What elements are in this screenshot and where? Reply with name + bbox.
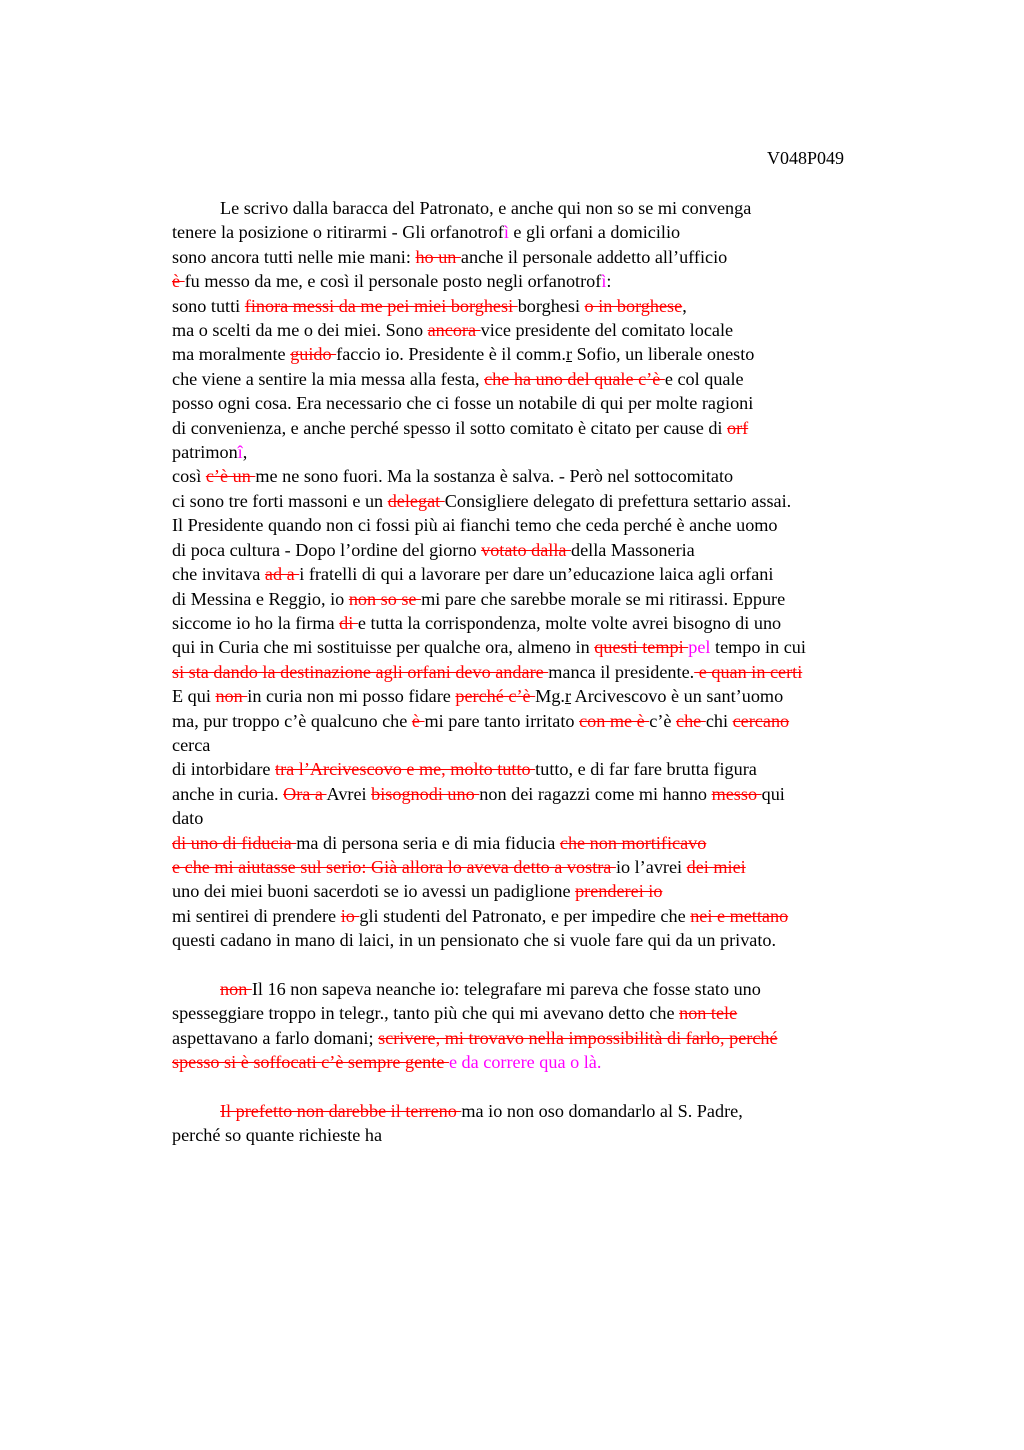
text-run: tenere la posizione o ritirarmi - Gli orfanotrof — [172, 222, 504, 243]
text-line — [172, 464, 912, 488]
text-run: chi — [705, 710, 733, 731]
text-line — [172, 831, 912, 855]
text-run: Mg. — [535, 686, 565, 707]
text-run: Il Presidente quando non ci fossi più ai fianchi temo che ceda perché è anche uomo — [172, 515, 778, 536]
text-run: E qui — [172, 686, 216, 707]
text-line — [172, 416, 912, 440]
text-line — [172, 220, 912, 244]
text-run: ma di persona seria e di mia fiducia — [296, 832, 560, 853]
text-run: c’è — [649, 710, 677, 731]
text-run: ma, pur troppo c’è qualcuno che — [172, 710, 412, 731]
text-run: gli studenti del Patronato, e per impedire che — [359, 905, 691, 926]
text-line — [172, 391, 912, 415]
deleted-text: ho un — [415, 246, 461, 267]
text-line — [172, 440, 912, 464]
text-line — [172, 587, 912, 611]
inserted-text: e da correre qua o là. — [448, 1052, 602, 1073]
text-run: della Massoneria — [571, 539, 695, 560]
text-line — [172, 1099, 912, 1123]
text-line — [172, 342, 912, 366]
deleted-text: finora messi da me pei miei borghesi — [244, 295, 518, 316]
text-run: dato — [172, 808, 204, 829]
text-run: sono tutti — [172, 295, 245, 316]
text-run: di convenienza, e anche perché spesso il sotto comitato è citato per cause di — [172, 417, 728, 438]
text-line — [172, 245, 912, 269]
text-run: Avrei — [326, 783, 372, 804]
text-run: cerca — [172, 734, 211, 755]
text-run: patrimon — [172, 442, 238, 463]
text-line — [172, 635, 912, 659]
deleted-text: questi tempi — [594, 637, 689, 658]
text-run: manca il presidente. — [548, 661, 695, 682]
text-run: uno dei miei buoni sacerdoti se io avessi un padiglione — [172, 881, 576, 902]
text-run: tempo in cui — [710, 637, 806, 658]
underlined-text: r — [565, 344, 573, 365]
text-run: perché so quante richieste ha — [172, 1125, 383, 1146]
text-line — [172, 879, 912, 903]
text-run: questi cadano in mano di laici, in un pensionato che si vuole fare qui da un privato. — [172, 930, 777, 951]
text-line — [172, 1026, 912, 1050]
deleted-text: bisognodi uno — [371, 783, 480, 804]
paragraph — [172, 1099, 912, 1148]
text-line — [172, 928, 912, 952]
text-run: di Messina e Reggio, io — [172, 588, 349, 609]
text-run: aspettavano a farlo domani; — [172, 1027, 379, 1048]
deleted-text: non tele — [679, 1003, 738, 1024]
deleted-text: orf — [727, 417, 749, 438]
text-line — [172, 904, 912, 928]
text-run: Il 16 non sapeva neanche io: telegrafare mi pareva che fosse stato uno — [251, 978, 761, 999]
deleted-text: scrivere, mi trovavo nella impossibilità di farlo, perché — [378, 1027, 778, 1048]
text-run: ci sono tre forti massoni e un — [172, 490, 388, 511]
text-run: tutto, e di far fare brutta figura — [535, 759, 757, 780]
text-run: , — [682, 295, 687, 316]
text-run: anche il personale addetto all’ufficio — [460, 246, 728, 267]
text-run: mi pare tanto irritato — [424, 710, 580, 731]
deleted-text: e quan in certi — [694, 661, 803, 682]
deleted-text: votato dalla — [481, 539, 572, 560]
deleted-text: di — [339, 612, 358, 633]
deleted-text: non — [220, 978, 252, 999]
deleted-text: Il prefetto non darebbe il terreno — [220, 1101, 462, 1121]
deleted-text: che ha uno del quale c’è — [484, 368, 665, 389]
deleted-text: non so se — [348, 588, 422, 609]
deleted-text: che non mortificavo — [559, 832, 707, 853]
text-run: Arcivescovo è un sant’uomo — [571, 686, 784, 707]
text-run: qui in Curia che mi sostituisse per qualche ora, almeno in — [172, 637, 595, 658]
text-run: non dei ragazzi come mi hanno — [479, 783, 712, 804]
text-line — [172, 318, 912, 342]
text-line — [172, 757, 912, 781]
page-id: V048P049 — [766, 148, 844, 168]
text-line — [172, 269, 912, 293]
text-run: i fratelli di qui a lavorare per dare un’educazione laica agli orfani — [299, 564, 774, 585]
text-run: così — [172, 466, 206, 487]
text-run: borghesi — [517, 295, 585, 316]
deleted-text: dei miei — [686, 856, 746, 877]
text-line — [172, 562, 912, 586]
text-line — [172, 367, 912, 391]
inserted-text: î — [237, 442, 243, 463]
text-run: Le scrivo dalla baracca del Patronato, e anche qui non so se mi convenga — [220, 198, 752, 218]
text-run: che viene a sentire la mia messa alla festa, — [172, 368, 485, 389]
text-line — [172, 660, 912, 684]
text-line — [172, 538, 912, 562]
text-run: fu messo da me, e così il personale posto negli orfanotrof — [184, 271, 602, 292]
deleted-text: si sta dando la destinazione agli orfani devo andare — [172, 661, 549, 682]
text-line — [172, 1001, 912, 1025]
deleted-text: Ora a — [283, 783, 327, 804]
deleted-text: è — [411, 710, 425, 731]
deleted-text: ad a — [264, 564, 300, 585]
text-run: di intorbidare — [172, 759, 276, 780]
document-body — [172, 196, 912, 1148]
text-run: , — [242, 442, 248, 463]
text-run: che invitava — [172, 564, 265, 585]
text-run: faccio io. Presidente è il comm. — [336, 344, 566, 365]
text-run: in curia non mi posso fidare — [247, 686, 456, 707]
text-run: ma io non oso domandarlo al S. Padre, — [461, 1101, 743, 1121]
deleted-text: perché c’è — [455, 686, 536, 707]
deleted-text: messo — [711, 783, 762, 804]
paragraph — [172, 196, 912, 953]
text-line — [172, 294, 912, 318]
deleted-text: io — [340, 905, 360, 926]
deleted-text: ancora — [427, 320, 481, 341]
text-run: ma o scelti da me o dei miei. Sono — [172, 320, 428, 341]
paragraph-gap — [172, 1075, 912, 1099]
deleted-text: è — [172, 271, 185, 292]
text-run: sono ancora tutti nelle mie mani: — [172, 246, 416, 267]
text-line — [172, 196, 912, 220]
deleted-text: di uno di fiducia — [172, 832, 297, 853]
deleted-text: con me è — [579, 710, 650, 731]
text-run: e tutta la corrispondenza, molte volte avrei bisogno di uno — [357, 612, 782, 633]
text-line — [172, 1050, 912, 1074]
inserted-text: ì — [503, 222, 509, 243]
text-run: mi pare che sarebbe morale se mi ritirassi. Eppure — [421, 588, 786, 609]
text-run: di poca cultura - Dopo l’ordine del giorno — [172, 539, 482, 560]
inserted-text: pel — [688, 637, 711, 658]
deleted-text: prenderei io — [575, 881, 663, 902]
text-line — [172, 513, 912, 537]
text-run: Consigliere delegato di prefettura settario assai. — [444, 490, 792, 511]
text-line — [172, 733, 912, 757]
text-run: anche in curia. — [172, 783, 284, 804]
text-run: posso ogni cosa. Era necessario che ci fosse un notabile di qui per molte ragioni — [172, 393, 754, 414]
underlined-text: r — [564, 686, 572, 707]
text-run: qui — [761, 783, 785, 804]
deleted-text: delegat — [387, 490, 445, 511]
text-run: e col quale — [664, 368, 744, 389]
text-line — [172, 489, 912, 513]
text-run: e gli orfani a domicilio — [508, 222, 681, 243]
deleted-text: tra l’Arcivescovo e me, molto tutto — [275, 759, 536, 780]
inserted-text: ì — [601, 271, 607, 292]
deleted-text: non — [215, 686, 248, 707]
text-line — [172, 611, 912, 635]
deleted-text: spesso si è soffocati c’è sempre gente — [172, 1052, 449, 1073]
deleted-text: guido — [290, 344, 337, 365]
text-line — [172, 1123, 912, 1147]
deleted-text: cercano — [732, 710, 790, 731]
deleted-text: che — [676, 710, 706, 731]
text-run: : — [606, 271, 612, 292]
deleted-text: e che mi aiutasse sul serio: Già allora lo aveva detto a vostra — [172, 856, 616, 877]
paragraph — [172, 977, 912, 1075]
text-run: Sofio, un liberale onesto — [572, 344, 755, 365]
text-line — [172, 855, 912, 879]
text-run: ma moralmente — [172, 344, 291, 365]
text-line — [172, 806, 912, 830]
text-run: spesseggiare troppo in telegr., tanto più che qui mi avevano detto che — [172, 1003, 680, 1024]
text-run: io l’avrei — [615, 856, 687, 877]
paragraph-gap — [172, 953, 912, 977]
text-line — [172, 782, 912, 806]
text-line — [172, 684, 912, 708]
deleted-text: o in borghese — [584, 295, 683, 316]
text-line — [172, 709, 912, 733]
text-run: mi sentirei di prendere — [172, 905, 341, 926]
text-run: me ne sono fuori. Ma la sostanza è salva. - Però nel sottocomitato — [255, 466, 734, 487]
text-run: siccome io ho la firma — [172, 612, 340, 633]
text-line — [172, 977, 912, 1001]
text-run: vice presidente del comitato locale — [480, 320, 734, 341]
deleted-text: nei e mettano — [690, 905, 789, 926]
deleted-text: c’è un — [205, 466, 256, 487]
